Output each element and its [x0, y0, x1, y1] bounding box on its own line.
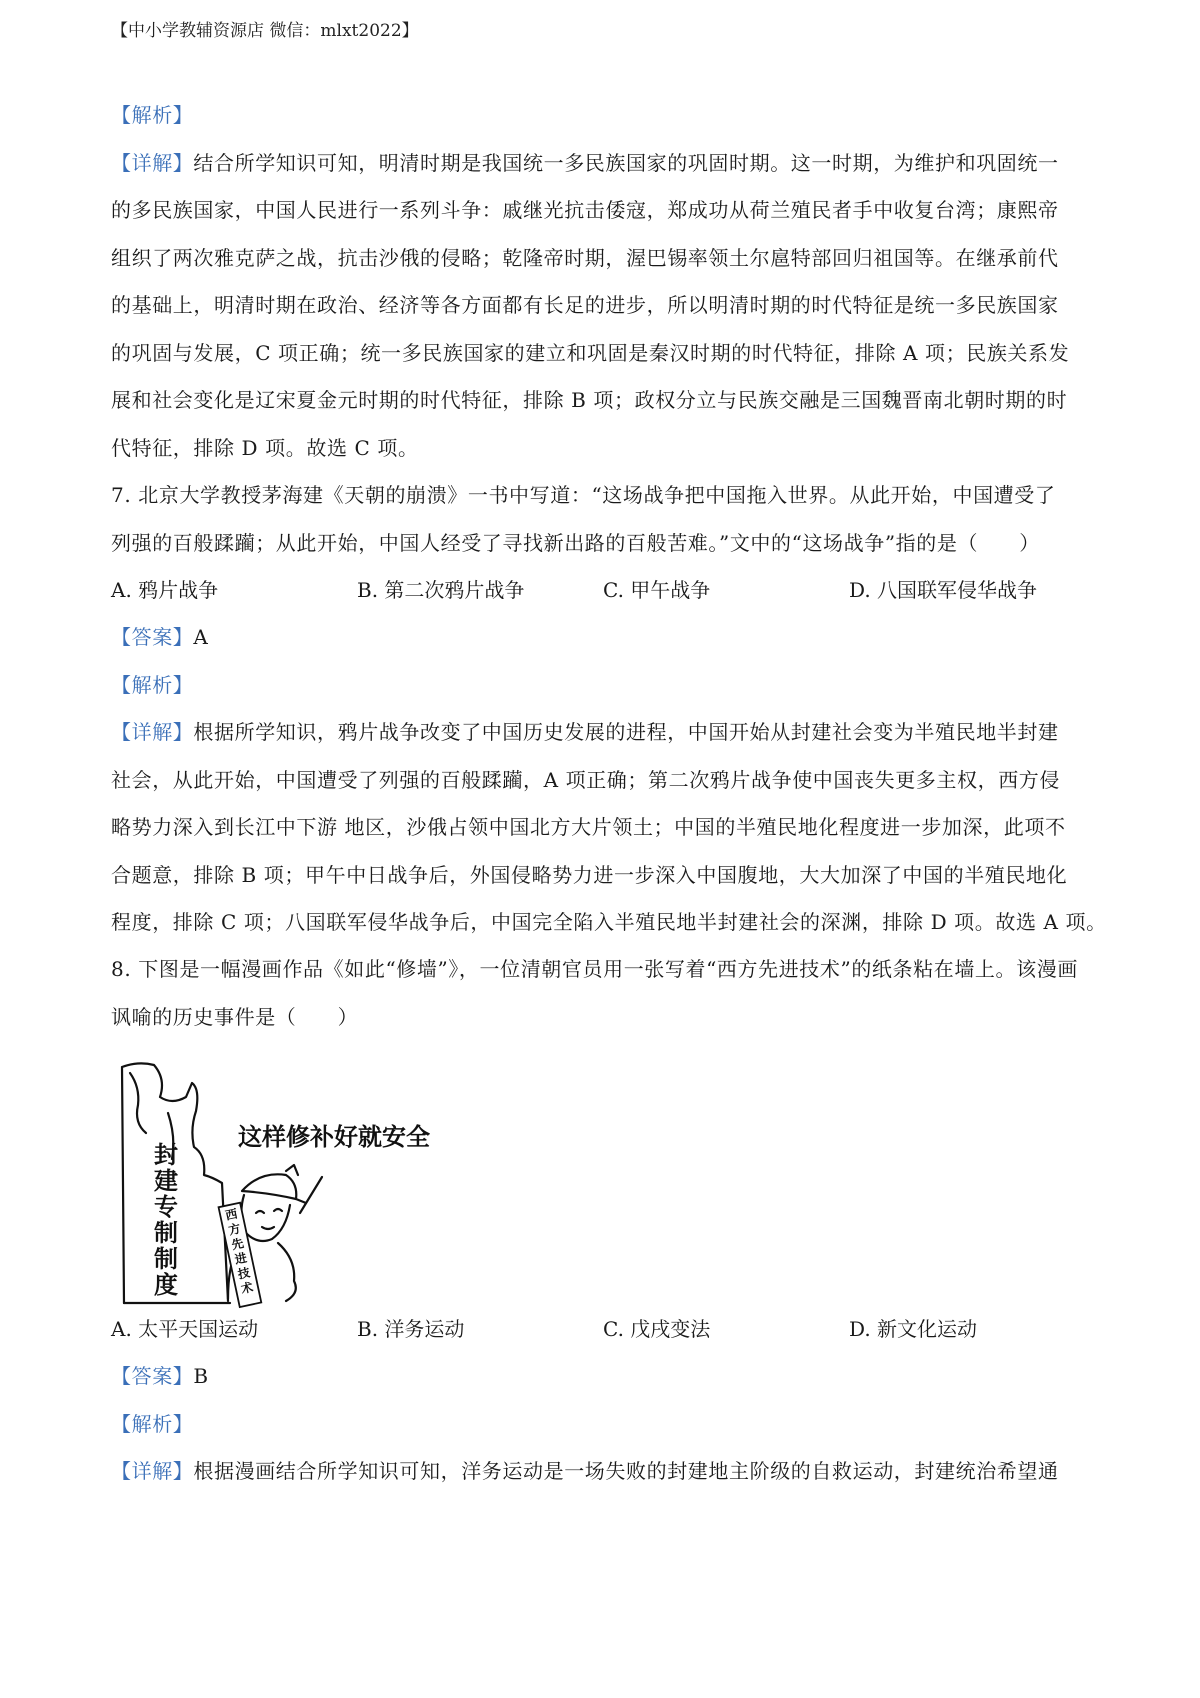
cartoon-speech-text: 这样修补好就安全	[238, 1123, 430, 1151]
detail-line: 略势力深入到长江中下游 地区，沙俄占领中国北方大片领土；中国的半殖民地化程度进一步加深，此项不	[111, 815, 1066, 839]
question-7-options	[111, 567, 1101, 614]
question-8-solution	[111, 1353, 1101, 1496]
cartoon-wall-char: 封	[154, 1141, 178, 1169]
question-8-options	[111, 1306, 1101, 1353]
cartoon-wall-char: 制	[154, 1245, 178, 1273]
prev-analysis	[111, 92, 1101, 472]
cartoon-wall-char: 度	[154, 1271, 178, 1299]
detail-label: 【详解】	[111, 1459, 194, 1483]
answer-value: B	[193, 1364, 209, 1388]
cartoon-strip-char: 技	[236, 1265, 252, 1282]
option-c: C. 戊戌变法	[603, 1317, 711, 1341]
detail-line: 展和社会变化是辽宋夏金元时期的时代特征，排除 B 项；政权分立与民族交融是三国魏晋南北朝时期的时	[111, 388, 1068, 412]
option-d: D. 八国联军侵华战争	[849, 578, 1038, 602]
question-8-stem-line: 8. 下图是一幅漫画作品《如此“修墙”》，一位清朝官员用一张写着“西方先进技术”的纸条粘在墙上。该漫画	[111, 957, 1078, 981]
question-7-stem-line: 列强的百般蹂躏；从此开始，中国人经受了寻找新出路的百般苦难。”文中的“这场战争”指的是（ ）	[111, 530, 1040, 555]
detail-line: 社会，从此开始，中国遭受了列强的百般蹂躏，A 项正确；第二次鸦片战争使中国丧失更多主权，西方侵	[111, 767, 1060, 792]
analysis-label: 【解析】	[111, 103, 194, 127]
cartoon-strip-char: 术	[239, 1280, 255, 1297]
detail-line: 代特征，排除 D 项。故选 C 项。	[111, 435, 419, 460]
question-8-stem-line: 讽喻的历史事件是（ ）	[111, 1004, 359, 1029]
detail-line: 【详解】结合所学知识可知，明清时期是我国统一多民族国家的巩固时期。这一时期，为维护和巩固统一	[111, 150, 1059, 175]
option-c: C. 甲午战争	[603, 578, 711, 602]
detail-label: 【详解】	[111, 150, 194, 175]
detail-line: 的多民族国家，中国人民进行一系列斗争：戚继光抗击倭寇，郑成功从荷兰殖民者手中收复台湾；康熙帝	[111, 198, 1059, 222]
option-a: A. 太平天国运动	[111, 1317, 259, 1341]
answer-line	[111, 614, 1101, 662]
cartoon-strip-char: 西	[224, 1206, 239, 1223]
analysis-label: 【解析】	[111, 1411, 194, 1436]
cartoon-wall-char: 制	[154, 1219, 178, 1247]
answer-value: A	[193, 625, 209, 649]
detail-line: 合题意，排除 B 项；甲午中日战争后，外国侵略势力进一步深入中国腹地，大大加深了中国的半殖民地化	[111, 862, 1068, 887]
detail-line: 的基础上，明清时期在政治、经济等各方面都有长足的进步，所以明清时期的时代特征是统一多民族国家	[111, 293, 1059, 317]
answer-label: 【答案】	[111, 625, 194, 649]
cartoon-strip-char: 进	[233, 1250, 249, 1267]
question-7-stem-line: 7. 北京大学教授茅海建《天朝的崩溃》一书中写道：“这场战争把中国拖入世界。从此开始，中国遭受了	[111, 483, 1056, 507]
cartoon-strip-char: 方	[227, 1221, 242, 1238]
option-b: B. 洋务运动	[357, 1317, 465, 1341]
answer-label: 【答案】	[111, 1364, 194, 1388]
cartoon-wall-char: 专	[154, 1193, 178, 1221]
question-8	[111, 946, 1101, 1041]
detail-line: 程度，排除 C 项；八国联军侵华战争后，中国完全陷入半殖民地半封建社会的深渊，排除 D 项。故选 A 项。	[111, 910, 1107, 934]
cartoon-strip-char: 先	[230, 1235, 245, 1253]
answer-line	[111, 1353, 1101, 1401]
cartoon-figure	[110, 1053, 460, 1315]
option-b: B. 第二次鸦片战争	[357, 578, 525, 602]
detail-line: 组织了两次雅克萨之战，抗击沙俄的侵略；乾隆帝时期，渥巴锡率领土尔扈特部回归祖国等。在继承前代	[111, 245, 1059, 270]
detail-line: 【详解】根据漫画结合所学知识可知，洋务运动是一场失败的封建地主阶级的自救运动，封建统治希望通	[111, 1459, 1059, 1483]
question-7-solution	[111, 614, 1107, 947]
detail-label: 【详解】	[111, 720, 194, 744]
question-7	[111, 472, 1101, 567]
detail-line: 【详解】根据所学知识，鸦片战争改变了中国历史发展的进程，中国开始从封建社会变为半殖民地半封建	[111, 720, 1059, 744]
cartoon-wall-char: 建	[154, 1167, 178, 1195]
detail-line: 的巩固与发展，C 项正确；统一多民族国家的建立和巩固是秦汉时期的时代特征，排除 A 项；民族关系发	[111, 340, 1070, 365]
analysis-label: 【解析】	[111, 672, 194, 697]
option-d: D. 新文化运动	[849, 1317, 978, 1341]
option-a: A. 鸦片战争	[111, 578, 219, 602]
page-header: 【中小学教辅资源店 微信：mlxt2022】	[111, 21, 419, 41]
